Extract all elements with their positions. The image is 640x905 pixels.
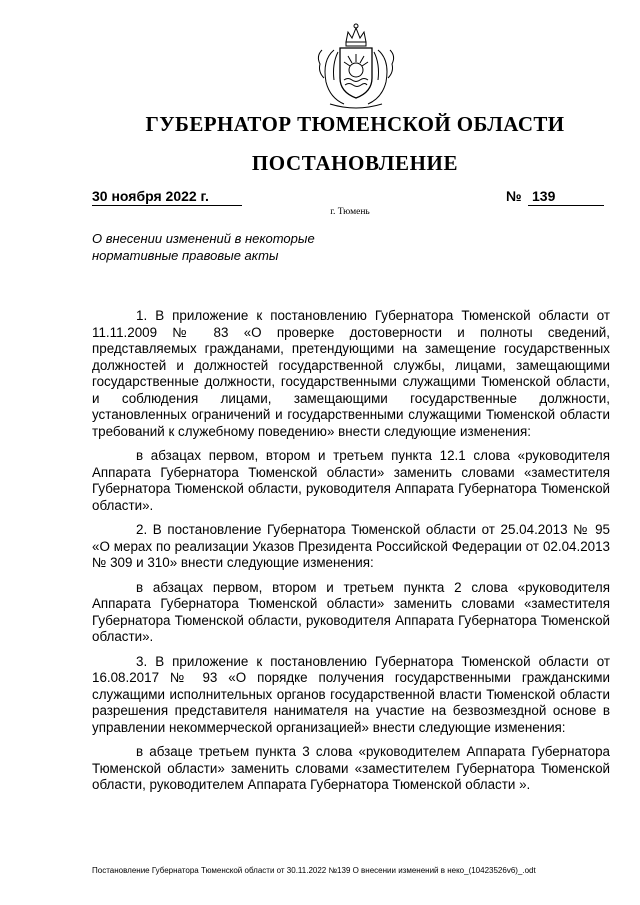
body-paragraph: 1. В приложение к постановлению Губернатора Тюменской области от 11.11.2009 № 83 «О проверке достоверности и полноты сведений, представляемых гражданами, претендующими на замещение государственных должностей и должностей государственной службы, лицами, замещающими государственные должности, государственными служащими Тюменской области, и соблюдения лицами, замещающими государственные должности, установленных ограничений и государственными служащими Тюменской области требований к служебному поведению» внести следующие изменения: xyxy=(92,308,610,439)
body-paragraph: в абзаце третьем пункта 3 слова «руководителем Аппарата Губернатора Тюменской области» заменить словами «заместителем Губернатора Тюменской области, руководителем Аппарата Губернатора Тюменской области ». xyxy=(92,744,610,792)
file-footer: Постановление Губернатора Тюменской области от 30.11.2022 №139 О внесении изменений в неко_(10423526v6)_.odt xyxy=(92,866,536,875)
subject-line: нормативные правовые акты xyxy=(92,248,279,263)
document-type-title: ПОСТАНОВЛЕНИЕ xyxy=(251,151,459,175)
city-name: г. Тюмень xyxy=(330,207,370,217)
body-paragraph: в абзацах первом, втором и третьем пункта 2 слова «руководителя Аппарата Губернатора Тюменской области» заменить словами «заместителя Губернатора Тюменской области, руководителя Аппарата Губернатора Тюменской области». xyxy=(92,579,610,644)
coat-of-arms-icon xyxy=(310,20,402,110)
number-label: № xyxy=(506,188,522,204)
body-paragraph: 2. В постановление Губернатора Тюменской области от 25.04.2013 № 95 «О мерах по реализации Указов Президента Российской Федерации от 02.04.2013 № 309 и 310» внести следующие изменения: xyxy=(92,522,610,570)
body-paragraph: 3. В приложение к постановлению Губернатора Тюменской области от 16.08.2017 № 93 «О порядке получения государственными гражданскими служащими исполнительных органов государственной власти Тюменской области разрешения представителя нанимателя на участие на безвозмездной основе в управлении некоммерческой организацией» внести следующие изменения: xyxy=(92,653,610,735)
subject-line: О внесении изменений в некоторые xyxy=(92,231,315,246)
document-subject xyxy=(92,230,372,264)
document-number: 139 xyxy=(528,188,604,206)
document-date: 30 ноября 2022 г. xyxy=(92,188,242,206)
document-body xyxy=(92,308,610,802)
body-paragraph: в абзацах первом, втором и третьем пункта 12.1 слова «руководителя Аппарата Губернатора Тюменской области» заменить словами «заместителя Губернатора Тюменской области, руководителя Аппарата Губернатора Тюменской области». xyxy=(92,448,610,513)
authority-title: ГУБЕРНАТОР ТЮМЕНСКОЙ ОБЛАСТИ xyxy=(145,112,565,136)
